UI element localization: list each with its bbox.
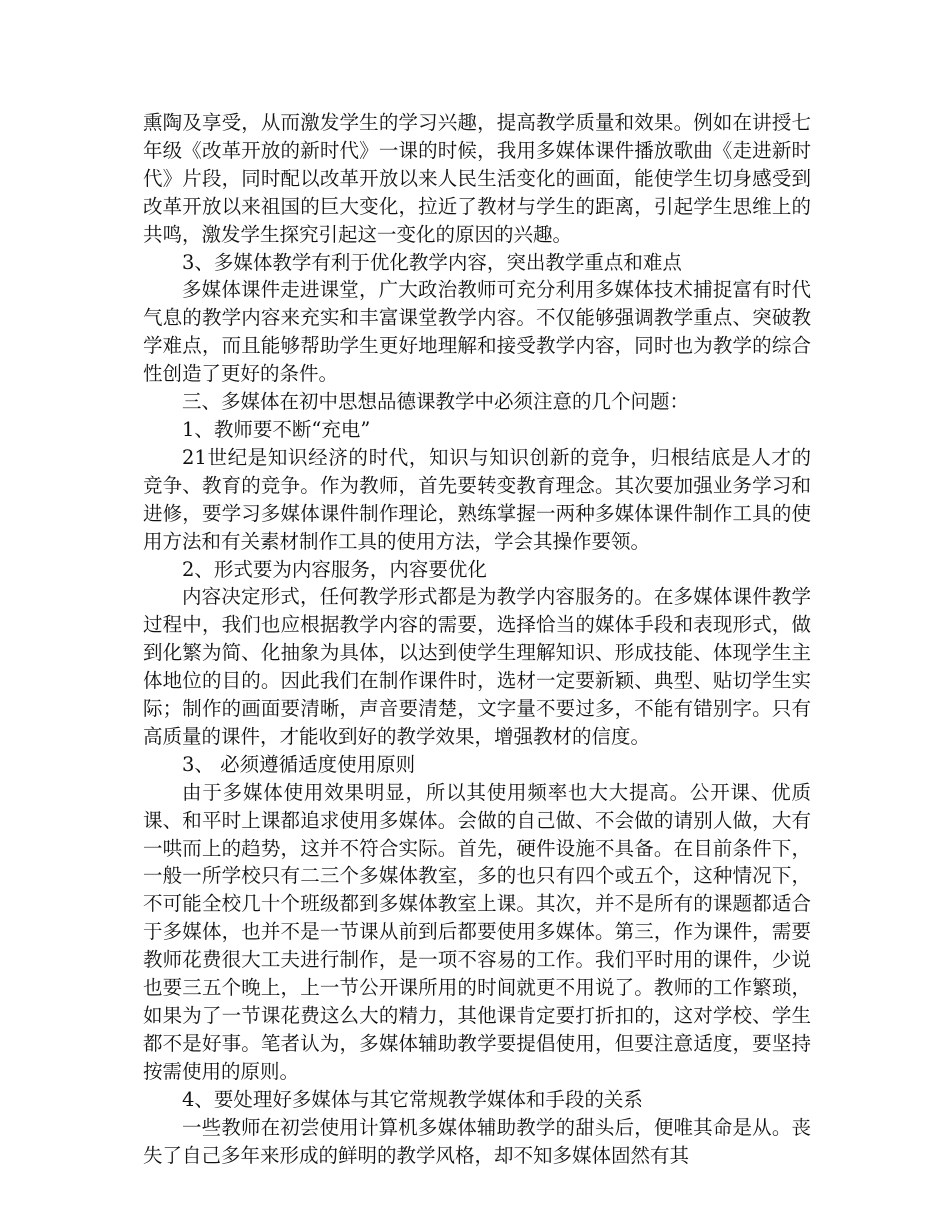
heading-point-3-moderate-use: 3、 必须遵循适度使用原则 <box>182 752 416 776</box>
paragraph-optimize-content: 多媒体课件走进课堂，广大政治教师可充分利用多媒体技术捕捉富有时代气息的教学内容来充实和丰富课堂教学内容。不仅能够强调教学重点、突破教学难点，而且能够帮助学生更好地理解和接受教学内容，同时也为教学的综合性创造了更好的条件。 <box>143 278 811 386</box>
heading-point-2-form-content: 2、形式要为内容服务，内容要优化 <box>182 557 487 581</box>
heading-point-1-recharge: 1、教师要不断“充电” <box>182 417 371 441</box>
paragraph-intro-continued: 熏陶及享受，从而激发学生的学习兴趣，提高教学质量和效果。例如在讲授七年级《改革开放的新时代》一课的时候，我用多媒体课件播放歌曲《走进新时代》片段，同时配以改革开放以来人民生活变化的画面，能使学生切身感受到改革开放以来祖国的巨大变化，拉近了教材与学生的距离，引起学生思维上的共鸣，激发学生探究引起这一变化的原因的兴趣。 <box>143 111 811 246</box>
paragraph-media-relations: 一些教师在初尝使用计算机多媒体辅助教学的甜头后，便唯其命是从。丧失了自己多年来形成的鲜明的教学风格，却不知多媒体固然有其 <box>143 1115 811 1167</box>
paragraph-moderate-use: 由于多媒体使用效果明显，所以其使用频率也大大提高。公开课、优质课、和平时上课都追求使用多媒体。会做的自己做、不会做的请别人做，大有一哄而上的趋势，这并不符合实际。首先，硬件设施不具备。在目前条件下，一般一所学校只有二三个多媒体教室，多的也只有四个或五个，这种情况下，不可能全校几十个班级都到多媒体教室上课。其次，并不是所有的课题都适合于多媒体，也并不是一节课从前到后都要使用多媒体。第三，作为课件，需要教师花费很大工夫进行制作，是一项不容易的工作。我们平时用的课件，少说也要三五个晚上，上一节公开课所用的时间就更不用说了。教师的工作繁琐，如果为了一节课花费这么大的精力，其他课肯定要打折扣的，这对学校、学生都不是好事。笔者认为，多媒体辅助教学要提倡使用，但要注意适度，要坚持按需使用的原则。 <box>143 780 811 1083</box>
paragraph-form-content: 内容决定形式，任何教学形式都是为教学内容服务的。在多媒体课件教学过程中，我们也应根据教学内容的需要，选择恰当的媒体手段和表现形式，做到化繁为简、化抽象为具体，以达到使学生理解知识、形成技能、体现学生主体地位的目的。因此我们在制作课件时，选材一定要新颖、典型、贴切学生实际；制作的画面要清晰，声音要清楚，文字量不要过多，不能有错别字。只有高质量的课件，才能收到好的教学效果，增强教材的信度。 <box>143 585 811 748</box>
document-page <box>143 109 811 1169</box>
heading-point-3-optimize-content: 3、多媒体教学有利于优化教学内容，突出教学重点和难点 <box>182 250 682 274</box>
heading-point-4-media-relations: 4、要处理好多媒体与其它常规教学媒体和手段的关系 <box>182 1087 643 1111</box>
paragraph-recharge: 21世纪是知识经济的时代，知识与知识创新的竞争，归根结底是人才的竞争、教育的竞争。作为教师，首先要转变教育理念。其次要加强业务学习和进修，要学习多媒体课件制作理论，熟练掌握一两种多媒体课件制作工具的使用方法和有关素材制作工具的使用方法，学会其操作要领。 <box>143 445 811 553</box>
section-heading-three: 三、多媒体在初中思想品德课教学中必须注意的几个问题： <box>182 390 690 414</box>
